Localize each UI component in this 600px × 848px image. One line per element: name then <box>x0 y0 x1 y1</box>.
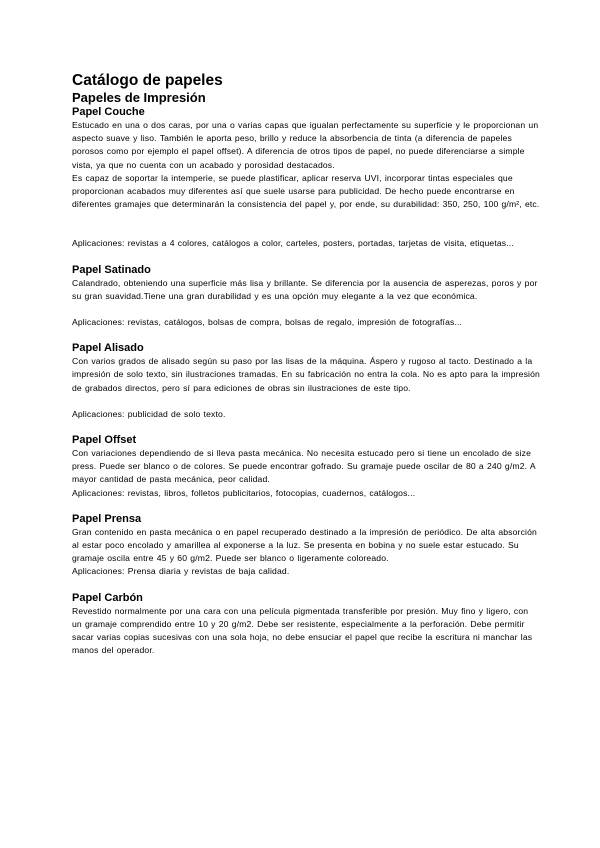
section-prensa <box>72 513 540 579</box>
section-heading: Papel Offset <box>72 434 137 447</box>
section-carbon <box>72 592 540 658</box>
section-alisado <box>72 342 540 421</box>
section-applications: Aplicaciones: publicidad de solo texto. <box>72 408 226 419</box>
section-applications: Aplicaciones: revistas a 4 colores, catálogos a color, carteles, posters, portadas, tarjetas de visita, etiquetas... <box>72 238 514 249</box>
document-title: Catálogo de papeles <box>72 72 223 89</box>
section-applications: Aplicaciones: revistas, libros, folletos publicitarios, fotocopias, cuadernos, catálogos... <box>72 487 416 498</box>
section-satinado <box>72 264 540 330</box>
section-paragraph: Calandrado, obteniendo una superficie más lisa y brillante. Se diferencia por la ausencia de asperezas, poros y por su gran suavidad.Tiene una gran durabilidad y es una opción muy elegante a la vez que económica. <box>72 277 538 301</box>
section-paragraph: Estucado en una o dos caras, por una o varias capas que igualan perfectamente su superficie y le proporcionan un aspecto suave y liso. También le aporta peso, brillo y reduce la absorbencia de tinta (a diferencia de papeles porosos como por ejemplo el papel offset). A diferencia de otros tipos de papel, no puede diferenciarse a simple vista, ya que no cuenta con un acabado y porosidad destacados. <box>72 120 539 170</box>
section-paragraph: Revestido normalmente por una cara con una película pigmentada transferible por presión. Muy fino y ligero, con un gramaje comprendido entre 10 y 20 g/m2. Debe ser resistente, especialmente a la perforación. Debe permitir sacar varias copias sucesivas con una sola hoja, no debe ensuciar el papel que recibe la escritura ni manchar las manos del operador. <box>72 605 533 656</box>
section-applications: Aplicaciones: revistas, catálogos, bolsas de compra, bolsas de regalo, impresión de fotografías... <box>72 317 463 328</box>
document-subtitle: Papeles de Impresión <box>72 90 206 105</box>
section-paragraph: Es capaz de soportar la intemperie, se puede plastificar, aplicar reserva UVI, incorporar tintas especiales que proporcionan acabados muy diferentes así que suele usarse para publicidad. De hecho puede encontrarse en diferentes gramajes que determinarán la consistencia del papel y, por ende, su durabilidad: 350, 250, 100 g/m², etc. <box>72 172 540 210</box>
section-paragraph: Con varios grados de alisado según su paso por las lisas de la máquina. Áspero y rugoso al tacto. Destinado a la impresión de solo texto, sin ilustraciones tramadas. En su fabricación no entra la cola. No es apto para la impresión de grabados directos, pero sí para ediciones de obras sin ilustraciones de este tipo. <box>72 356 540 393</box>
section-heading: Papel Alisado <box>72 342 144 355</box>
section-heading: Papel Carbón <box>72 591 143 604</box>
section-offset <box>72 434 540 500</box>
section-paragraph: Gran contenido en pasta mecánica o en papel recuperado destinado a la impresión de periódico. De alta absorción al estar poco encolado y amarillea al exponerse a la luz. Se presenta en bobina y no suele estar estucado. Su gramaje oscila entre 45 y 60 g/m2. Puede ser blanco o ligeramente coloreado. <box>72 526 537 564</box>
section-heading: Papel Couche <box>72 106 145 118</box>
section-heading: Papel Prensa <box>72 512 142 525</box>
section-applications: Aplicaciones: Prensa diaria y revistas de baja calidad. <box>72 566 290 577</box>
section-paragraph: Con variaciones dependiendo de si lleva pasta mecánica. No necesita estucado pero si tiene un encolado de size press. Puede ser blanco o de colores. Se puede encontrar gofrado. Su gramaje puede oscilar de 80 a 240 g/m2. A mayor cantidad de pasta mecánica, peor calidad. <box>72 448 536 485</box>
section-heading: Papel Satinado <box>72 263 151 276</box>
section-couche <box>72 106 540 251</box>
